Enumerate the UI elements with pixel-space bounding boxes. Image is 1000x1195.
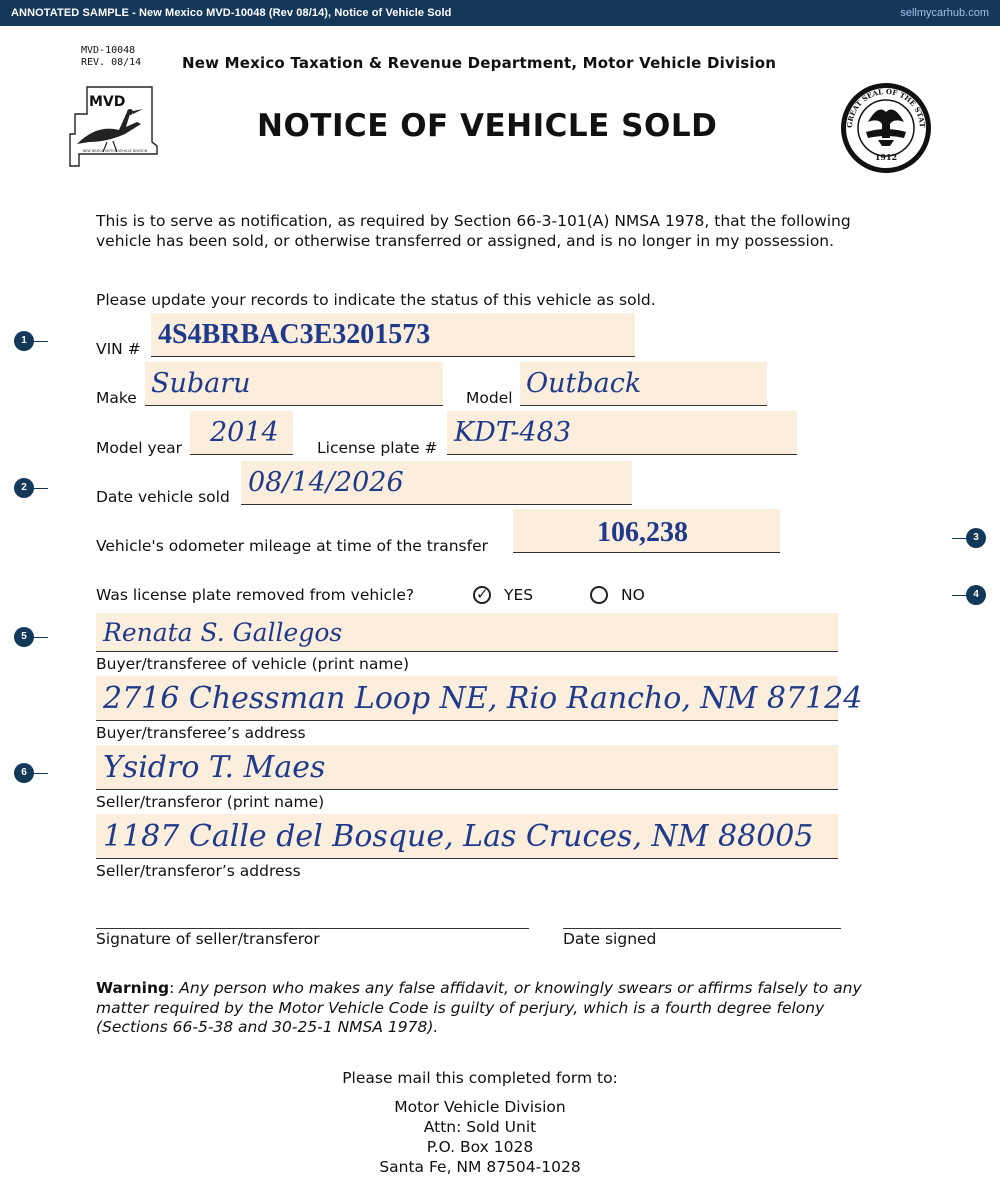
- signature-label: Signature of seller/transferor: [96, 930, 320, 948]
- state-seal-icon: [838, 82, 934, 174]
- annotation-marker-3: 3: [966, 528, 986, 548]
- mail-address: [0, 1097, 960, 1177]
- warning-notice: Warning: Any person who makes any false affidavit, or knowingly swears or affirms falsely to any matter required by the Motor Vehicle Code is guilty of perjury, which is a fourth degree felony (Sections 66-5-38 and 30-25-1 NMSA 1978).: [96, 979, 862, 1036]
- buyer-address-field[interactable]: [96, 676, 863, 721]
- seller-name-field[interactable]: [96, 745, 838, 790]
- make-label: Make: [96, 389, 137, 407]
- model-label: Model: [466, 389, 513, 407]
- form-revision: REV. 08/14: [81, 57, 142, 68]
- marker-connector: [34, 773, 48, 774]
- license-plate-label: License plate #: [317, 439, 438, 457]
- warning-label: Warning: [96, 979, 170, 997]
- marker-connector: [34, 637, 48, 638]
- vin-label: VIN #: [96, 340, 141, 358]
- update-instruction: Please update your records to indicate the status of this vehicle as sold.: [96, 291, 656, 309]
- buyer-address-label: Buyer/transferee’s address: [96, 724, 306, 742]
- plate-removed-question: Was license plate removed from vehicle?: [96, 586, 415, 604]
- model-field[interactable]: [520, 362, 767, 406]
- mvd-logo: [67, 84, 159, 170]
- make-field[interactable]: [145, 362, 443, 406]
- model-year-label: Model year: [96, 439, 183, 457]
- mail-line-3: P.O. Box 1028: [426, 1138, 534, 1156]
- license-plate-field[interactable]: [447, 411, 797, 455]
- odometer-field[interactable]: [513, 509, 780, 553]
- annotation-marker-6: 6: [14, 763, 34, 783]
- banner-title: ANNOTATED SAMPLE - New Mexico MVD-10048 (Rev 08/14), Notice of Vehicle Sold: [11, 7, 452, 19]
- buyer-name-value: Renata S. Gallegos: [103, 618, 343, 647]
- date-signed-line[interactable]: [563, 928, 841, 929]
- top-banner: [0, 0, 1000, 26]
- annotation-marker-5: 5: [14, 627, 34, 647]
- checkmark-icon: ✓: [476, 585, 489, 603]
- mvd-logo-text: MVD: [89, 94, 126, 110]
- marker-connector: [952, 538, 966, 539]
- yes-option-label: YES: [504, 586, 534, 604]
- buyer-name-label: Buyer/transferee of vehicle (print name): [96, 655, 410, 673]
- seller-name-label: Seller/transferor (print name): [96, 793, 325, 811]
- mail-line-1: Motor Vehicle Division: [394, 1098, 566, 1116]
- date-sold-field[interactable]: [241, 461, 632, 505]
- odometer-value: 106,238: [597, 517, 688, 548]
- department-name: New Mexico Taxation & Revenue Department, Motor Vehicle Division: [182, 54, 777, 72]
- date-sold-label: Date vehicle sold: [96, 488, 230, 506]
- annotation-marker-1: 1: [14, 331, 34, 351]
- seller-address-value: 1187 Calle del Bosque, Las Cruces, NM 88005: [103, 819, 814, 854]
- marker-connector: [34, 488, 48, 489]
- no-radio[interactable]: [590, 586, 608, 604]
- marker-connector: [952, 595, 966, 596]
- mail-instruction: Please mail this completed form to:: [342, 1069, 618, 1087]
- seller-address-field[interactable]: [96, 814, 838, 859]
- yes-radio[interactable]: [473, 586, 491, 604]
- license-plate-value: KDT-483: [454, 417, 572, 448]
- vin-field[interactable]: [151, 313, 635, 357]
- buyer-address-value: 2716 Chessman Loop NE, Rio Rancho, NM 87124: [103, 681, 863, 716]
- warning-text: Any person who makes any false affidavit, or knowingly swears or affirms falsely to any matter required by the Motor Vehicle Code is guilty of perjury, which is a fourth degree felony (Sections 66-5-38 and 30-25-1 NMSA 1978).: [96, 979, 862, 1036]
- date-sold-value: 08/14/2026: [248, 467, 404, 498]
- mvd-logo-subtext: NEW MEXICO MOTOR VEHICLE DIVISION: [83, 149, 148, 153]
- form-code: [81, 45, 141, 69]
- seal-text: GREAT SEAL OF THE STAT: [844, 86, 928, 129]
- signature-line[interactable]: [96, 928, 529, 929]
- buyer-name-field[interactable]: [96, 613, 838, 652]
- form-number: MVD-10048: [81, 45, 136, 56]
- odometer-label: Vehicle's odometer mileage at time of the transfer: [96, 537, 488, 555]
- make-value: Subaru: [151, 368, 251, 399]
- annotation-marker-2: 2: [14, 478, 34, 498]
- mail-line-4: Santa Fe, NM 87504-1028: [379, 1158, 581, 1176]
- seller-address-label: Seller/transferor’s address: [96, 862, 301, 880]
- mail-line-2: Attn: Sold Unit: [423, 1118, 537, 1136]
- no-option-label: NO: [621, 586, 645, 604]
- annotation-marker-4: 4: [966, 585, 986, 605]
- banner-site-link[interactable]: sellmycarhub.com: [900, 7, 989, 19]
- date-signed-label: Date signed: [563, 930, 657, 948]
- marker-connector: [34, 341, 48, 342]
- seller-name-value: Ysidro T. Maes: [103, 750, 326, 785]
- model-year-value: 2014: [210, 417, 279, 448]
- intro-paragraph: This is to serve as notification, as required by Section 66-3-101(A) NMSA 1978, that the following vehicle has been sold, or otherwise transferred or assigned, and is no longer in my possession.: [96, 212, 851, 250]
- form-title: NOTICE OF VEHICLE SOLD: [257, 108, 718, 144]
- vin-value: 4S4BRBAC3E3201573: [158, 319, 431, 350]
- seal-year: 1912: [874, 152, 898, 162]
- model-year-field[interactable]: [190, 411, 293, 455]
- model-value: Outback: [526, 368, 642, 399]
